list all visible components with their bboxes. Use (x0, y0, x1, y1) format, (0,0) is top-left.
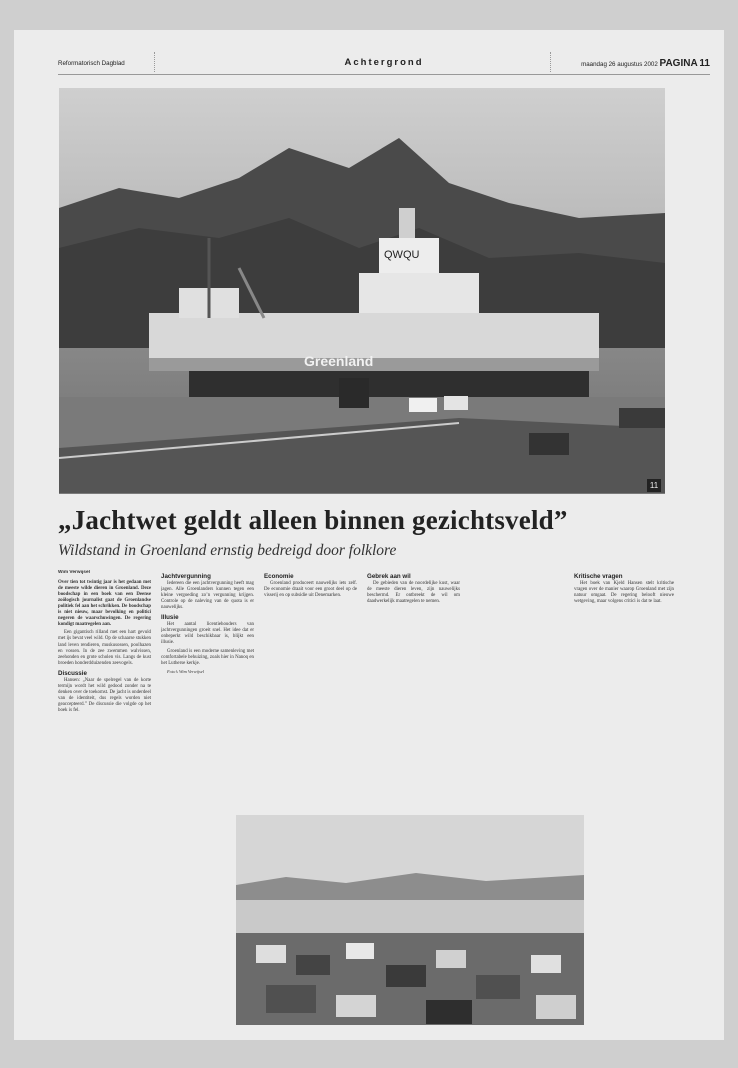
page-label: PAGINA (659, 58, 698, 69)
article-intro: Over tien tot twintig jaar is het gedaan met de meeste wilde dieren in Groenland. Deze boodschap in een boek van een Deense zoölogisch journalist gaat de Groenlandse politiek fel aan het schrikken. De boodschap is niet nieuw, maar bevolking en politici negeren de waarschuwingen. De regering kondigt maatregelen aan. (58, 580, 151, 628)
ship-name: QWQU (384, 249, 420, 261)
article-column-1 (58, 570, 151, 1030)
newspaper-page (14, 30, 724, 1040)
header-divider (550, 52, 551, 72)
page-header (58, 52, 710, 75)
town-scene (236, 815, 584, 1025)
paragraph: Hansen: „Naar de spelregel van de korte termijn wordt het wild gedood zonder na te denken over de toekomst. De jacht is onderdeel van de identiteit, dus regels worden niet geaccepteerd.” De discussie die volgde op het boek is fel. (58, 677, 151, 713)
harbour-photo (59, 88, 665, 494)
byline: Wim Verwijsel (58, 570, 90, 575)
page-dateline (581, 58, 710, 69)
article-column-6 (574, 570, 674, 1030)
photo-credit: Foto’s Wim Verwijsel (167, 668, 204, 674)
page-number: 11 (699, 58, 710, 69)
paragraph: Het aantal licentiehouders van jachtvergunningen groeit snel. Het idee dat er onbeperkt wild beschikbaar is, blijkt een illusie. (161, 622, 254, 646)
harbour-scene (59, 88, 665, 494)
hull-lettering: Greenland (304, 353, 374, 369)
paragraph: Een gigantisch rilland met een hart gevuld met ijs bevat veel wild. Op de schaarse stukken land leven rendieren, muskusossen, poolhazen en vossen. In de zee zwemmen walvissen, zeehonden en grote scholen vis. Langs de kust broeden honderdduizenden zeevogels. (58, 630, 151, 666)
article-column-5 (471, 570, 564, 808)
section-heading: Illusie (161, 614, 179, 622)
section-heading: Discussie (58, 669, 87, 677)
paragraph: Groenland produceert nauwelijks iets zelf. De economie draait voor een groot deel op de visserij en op subsidie uit Denemarken. (264, 581, 357, 599)
article-subhead: Wildstand in Groenland ernstig bedreigd door folklore (58, 542, 397, 559)
paragraph: Het boek van Kjeld Hansen stelt kritische vragen over de manier waarop Groenland met zijn natuur omgaat. De regering belooft nieuwe wetgeving, maar volgens critici is dat te laat. (574, 581, 674, 605)
section-heading: Jachtvergunning (161, 573, 211, 580)
section-title: Achtergrond (344, 57, 424, 68)
paragraph: De gebieden van de noordelijke kust, waar de meeste dieren leven, zijn nauwelijks beschermd. Er ontbreekt de wil om daadwerkelijk maatregelen te nemen. (367, 581, 460, 605)
article-headline: „Jachtwet geldt alleen binnen gezichtsveld” (58, 505, 568, 535)
section-heading: Gebrek aan wil (367, 573, 411, 580)
photo-caption: Groenland is een moderne samenleving met comfortabele behuizing, zoals hier in Nanoq en het Lutherse kerkje. (161, 648, 254, 666)
section-heading: Kritische vragen (574, 573, 623, 580)
article-column-4 (367, 570, 460, 808)
article-column-3 (264, 570, 357, 808)
town-photo (236, 815, 584, 1025)
publication-name: Reformatorisch Dagblad (58, 60, 125, 67)
issue-date: maandag 26 augustus 2002 (581, 61, 658, 68)
paragraph: Iedereen die een jachtvergunning heeft mag jagen. Alle Groenlanders kunnen tegen een kleine vergoeding zo’n vergunning krijgen. Controle op de naleving van de quota is er nauwelijks. (161, 581, 254, 611)
page-badge: 11 (647, 479, 661, 492)
section-heading: Economie (264, 573, 294, 580)
